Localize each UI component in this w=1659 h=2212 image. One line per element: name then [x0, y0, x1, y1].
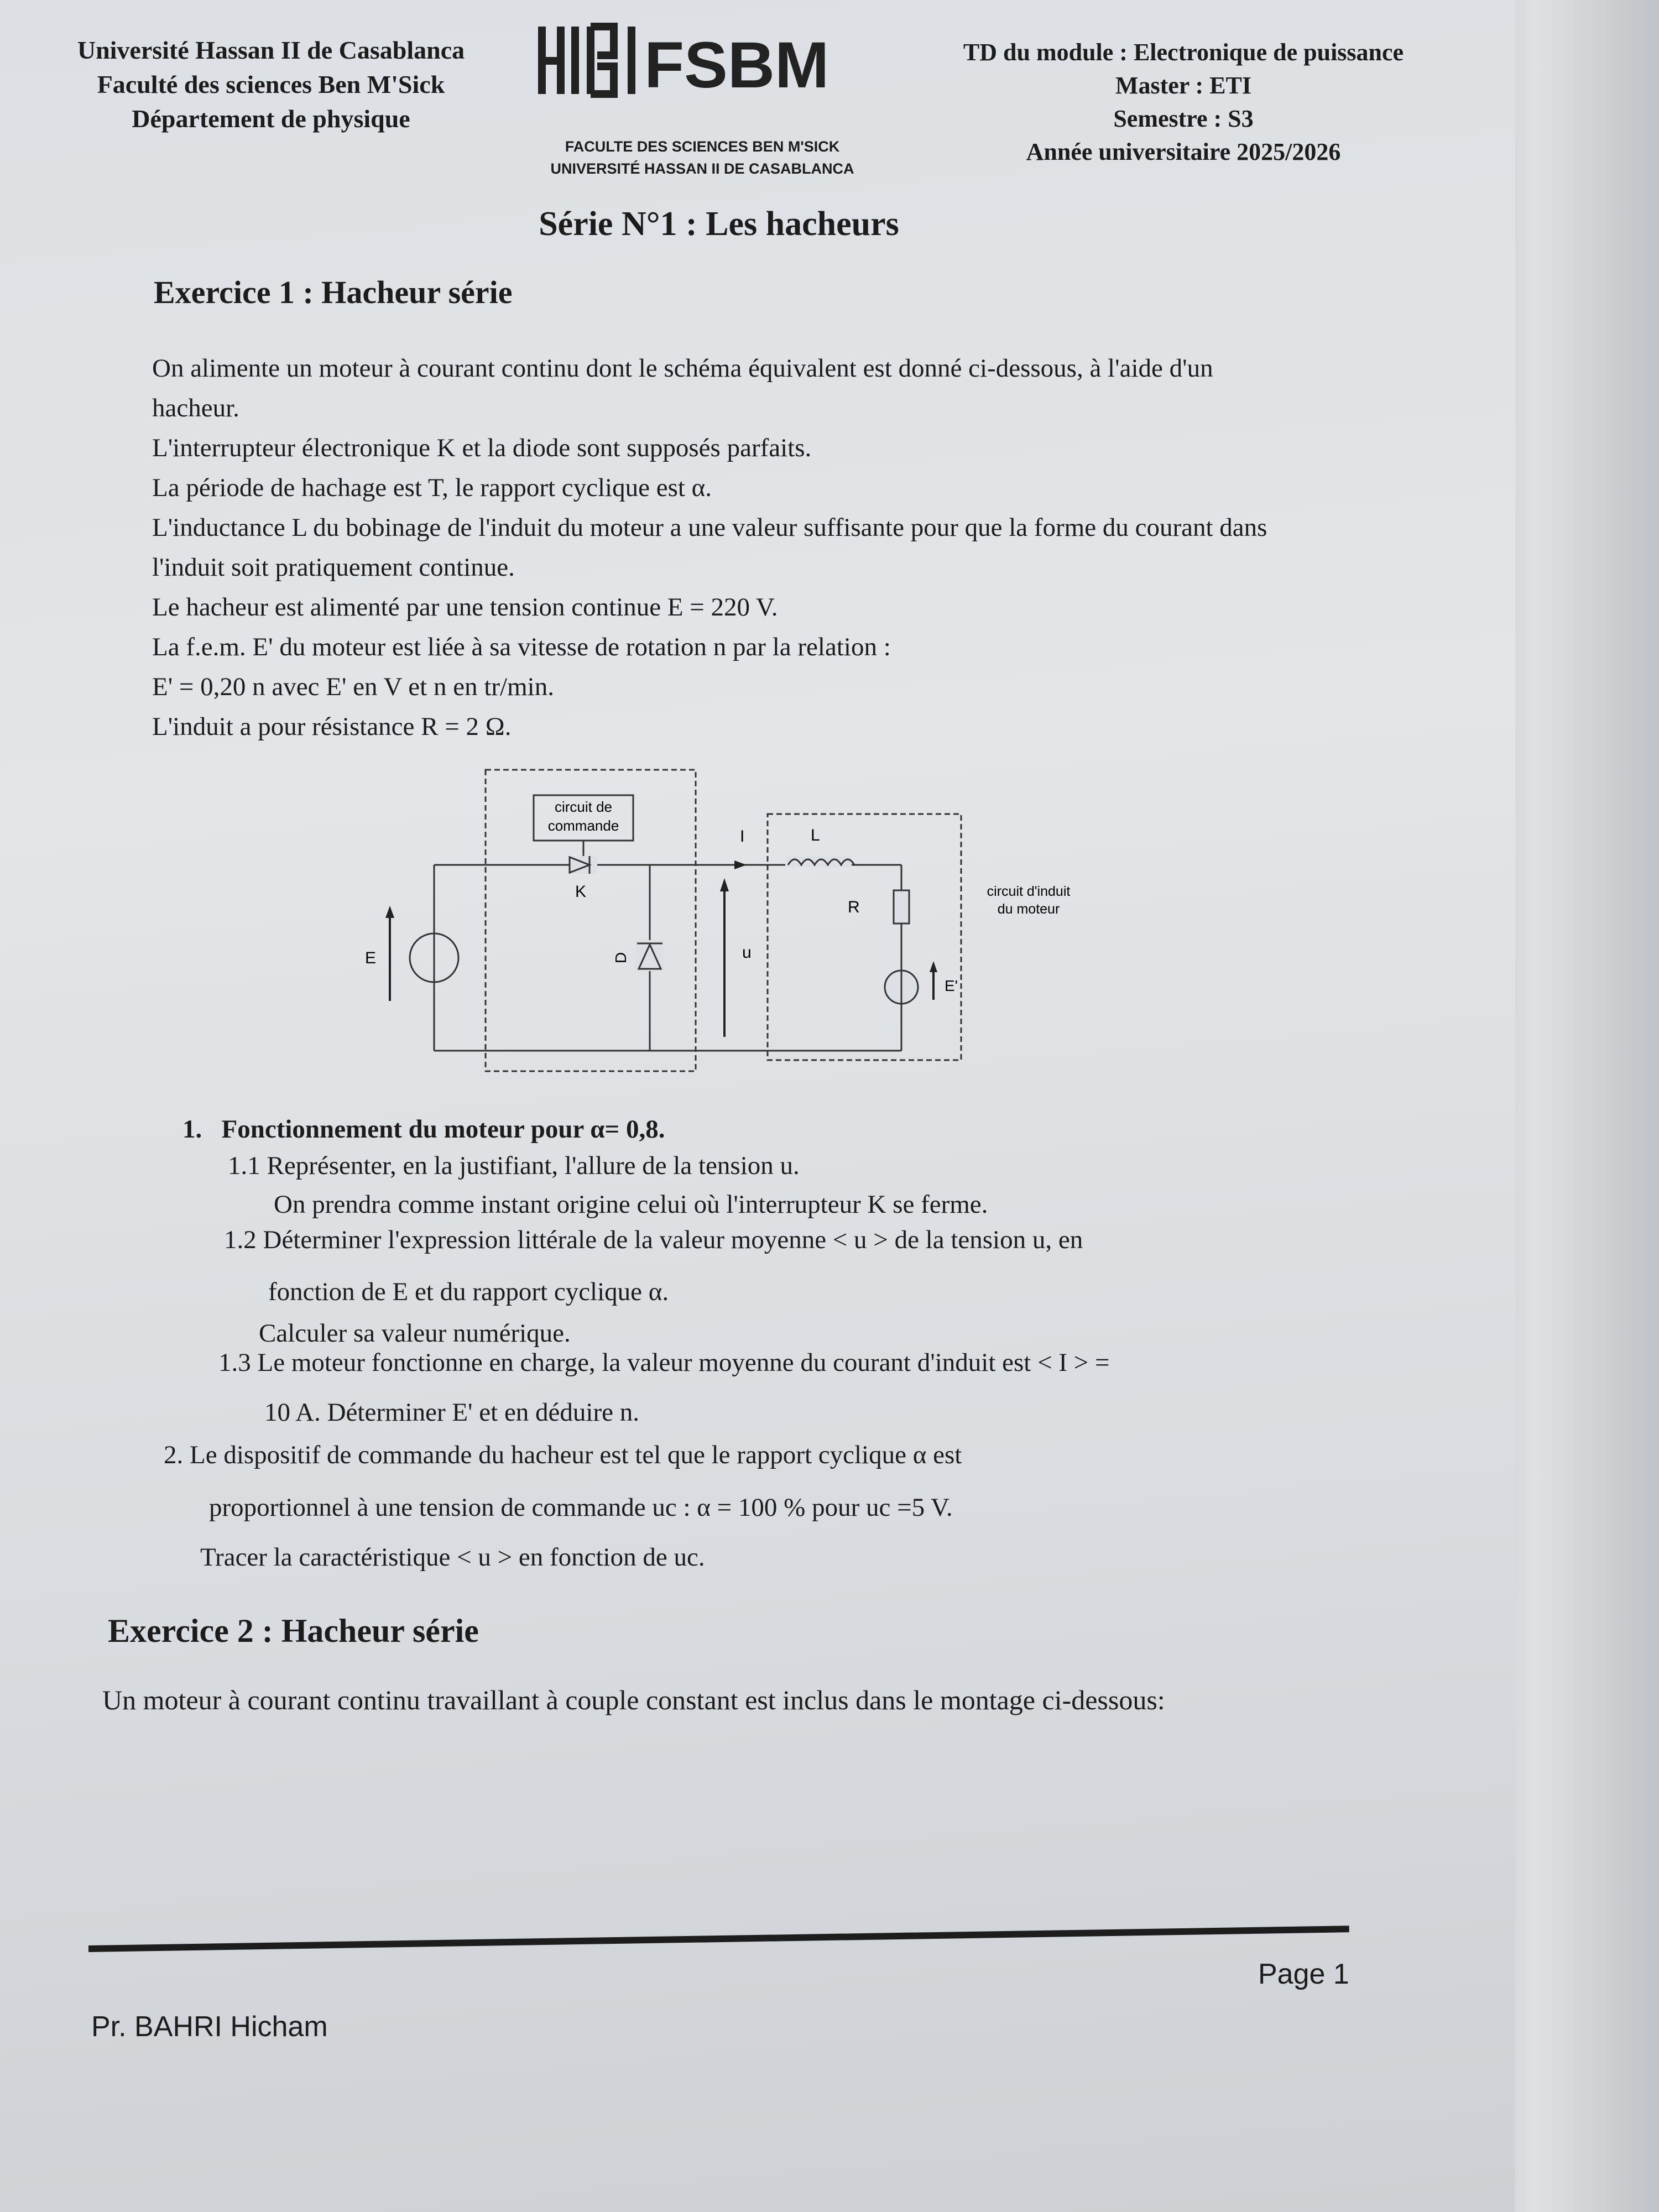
statement-line: L'inductance L du bobinage de l'induit du moteur a une valeur suffisante pour que la forme du courant dans l'induit soit pratiquement continue.	[152, 513, 1267, 582]
statement-line: La période de hachage est T, le rapport cyclique est α.	[152, 473, 712, 502]
logo-subtitle-university: UNIVERSITÉ HASSAN II DE CASABLANCA	[550, 160, 854, 177]
logo-text: FSBM	[644, 29, 830, 102]
main-wires	[434, 865, 901, 1051]
motor-dashed-box	[768, 814, 961, 1060]
label-r: R	[848, 898, 860, 916]
university-name: Université Hassan II de Casablanca	[77, 36, 465, 64]
question-1-1: 1.1 Représenter, en la justifiant, l'allure de la tension u.	[228, 1151, 800, 1180]
question-1-1-note: On prendra comme instant origine celui où l'interrupteur K se ferme.	[274, 1190, 988, 1219]
control-label-2: commande	[547, 817, 619, 834]
statement-line: Le hacheur est alimenté par une tension continue E = 220 V.	[152, 593, 778, 622]
label-i: I	[740, 827, 745, 846]
exercise-1-statement	[152, 348, 1291, 747]
label-e: E	[365, 949, 377, 967]
resistor-icon	[894, 890, 909, 924]
question-2-task: Tracer la caractéristique < u > en fonction de uc.	[200, 1543, 705, 1572]
label-k: K	[575, 883, 587, 901]
question-1-title	[182, 1109, 665, 1149]
question-1-2-cont: fonction de E et du rapport cyclique α.	[268, 1277, 669, 1306]
master-name: Master : ETI	[1115, 72, 1252, 99]
faculty-name: Faculté des sciences Ben M'Sick	[97, 70, 445, 98]
exercise-2-title: Exercice 2 : Hacheur série	[108, 1613, 479, 1649]
semester: Semestre : S3	[1113, 105, 1254, 132]
author-name: Pr. BAHRI Hicham	[91, 2011, 328, 2043]
question-1-2-calc: Calculer sa valeur numérique.	[259, 1319, 571, 1348]
department-name: Département de physique	[132, 105, 410, 133]
logo-subtitle	[531, 135, 874, 180]
statement-line: On alimente un moteur à courant continu dont le schéma équivalent est donné ci-dessous, à l'aide d'un hacheur.	[152, 354, 1213, 422]
label-d: D	[612, 952, 629, 963]
exercise-2-statement: Un moteur à courant continu travaillant à couple constant est inclus dans le montage ci-dessous:	[102, 1684, 1165, 1715]
control-label-1: circuit de	[554, 799, 613, 815]
academic-year: Année universitaire 2025/2026	[1026, 138, 1341, 165]
question-1-number: 1.	[182, 1115, 202, 1144]
page-number: Page 1	[1258, 1958, 1349, 1990]
footer-rule	[88, 1926, 1349, 1952]
question-1-2: 1.2 Déterminer l'expression littérale de la valeur moyenne < u > de la tension u, en	[224, 1225, 1083, 1254]
statement-line: E' = 0,20 n avec E' en V et n en tr/min.	[152, 672, 554, 701]
institution-header	[50, 33, 492, 136]
label-emf: E'	[945, 977, 958, 994]
motor-label-2: du moteur	[997, 901, 1060, 917]
statement-line: L'interrupteur électronique K et la diode sont supposés parfaits.	[152, 434, 812, 462]
statement-line: La f.e.m. E' du moteur est liée à sa vitesse de rotation n par la relation :	[152, 633, 891, 661]
motor-label-1: circuit d'induit	[987, 884, 1071, 899]
label-l: L	[811, 826, 820, 844]
question-1-text: Fonctionnement du moteur pour α= 0,8.	[221, 1115, 665, 1144]
question-1-3-cont: 10 A. Déterminer E' et en déduire n.	[264, 1398, 639, 1427]
logo-subtitle-faculty: FACULTE DES SCIENCES BEN M'SICK	[565, 138, 840, 155]
question-2-cont: proportionnel à une tension de commande uc : α = 100 % pour uc =5 V.	[209, 1493, 953, 1522]
chopper-circuit-diagram	[343, 763, 1117, 1084]
module-name: TD du module : Electronique de puissance	[963, 39, 1404, 66]
exercise-1-title: Exercice 1 : Hacheur série	[154, 274, 513, 310]
question-1-3: 1.3 Le moteur fonctionne en charge, la valeur moyenne du courant d'induit est < I > =	[218, 1348, 1110, 1377]
module-header	[918, 36, 1449, 169]
page-title: Série N°1 : Les hacheurs	[539, 205, 899, 243]
statement-line: L'induit a pour résistance R = 2 Ω.	[152, 712, 512, 741]
label-u: u	[742, 943, 752, 962]
current-arrow-i	[734, 860, 747, 869]
fsbm-emblem-icon	[542, 27, 632, 94]
question-2: 2. Le dispositif de commande du hacheur est tel que le rapport cyclique α est	[164, 1441, 962, 1469]
